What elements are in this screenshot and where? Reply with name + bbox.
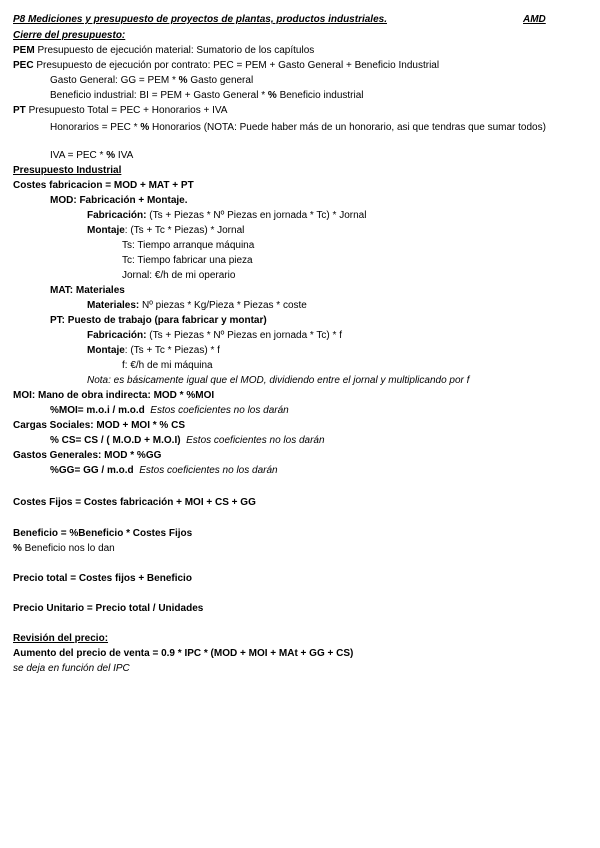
mod-fab-text: (Ts + Piezas * Nº Piezas en jornada * Tc) * Jornal [146, 210, 367, 221]
mod-heading [50, 195, 188, 207]
pt-fabricacion-line [87, 330, 342, 342]
pem-abbr: PEM [13, 45, 35, 56]
tc-definition: Tc: Tiempo fabricar una pieza [122, 255, 253, 266]
moi-formula-line [50, 405, 289, 417]
precio-unitario-text: Precio Unitario = Precio total / Unidades [13, 603, 204, 614]
gg-note: Estos coeficientes no los darán [139, 465, 278, 476]
beneficio-text: Beneficio = %Beneficio * Costes Fijos [13, 528, 193, 539]
bi-pct: % [267, 90, 277, 101]
iva-pct: % [106, 150, 116, 161]
section-heading-industrial [13, 165, 121, 177]
pec-text: Presupuesto de ejecución por contrato: PEC = PEM + Gasto General + Beneficio Industrial [36, 60, 440, 71]
mat-heading-text: MAT: Materiales [50, 285, 125, 296]
pt-mont-label: Montaje [87, 345, 125, 356]
honorarios-line [50, 120, 585, 135]
pem-line [13, 45, 314, 57]
revision-note-text: se deja en función del IPC [13, 663, 130, 674]
hon-pct: % [140, 122, 150, 133]
mod-heading-text: MOD: Fabricación + Montaje. [50, 195, 188, 206]
revision-formula-text: Aumento del precio de venta = 0.9 * IPC * (MOD + MOI + MAt + GG + CS) [13, 648, 354, 659]
pt-line [13, 105, 227, 117]
gg-text-a: Gasto General: GG = PEM * [50, 75, 179, 86]
beneficio-pct: % [13, 543, 22, 554]
mod-mont-label: Montaje [87, 225, 125, 236]
bi-text-b: Beneficio industrial [276, 90, 364, 101]
cs-heading-text: Cargas Sociales: MOD + MOI * % CS [13, 420, 185, 431]
precio-total-text: Precio total = Costes fijos + Beneficio [13, 573, 192, 584]
author-initials: AMD [523, 14, 546, 25]
moi-heading-text: MOI: Mano de obra indirecta: MOD * %MOI [13, 390, 215, 401]
cs-note: Estos coeficientes no los darán [186, 435, 325, 446]
industrial-heading-text: Presupuesto Industrial [13, 165, 122, 176]
revision-formula-line [13, 648, 353, 660]
gg-formula-line [50, 465, 278, 477]
bi-text-a: Beneficio industrial: BI = PEM + Gasto General * [50, 90, 268, 101]
gg-heading-text: Gastos Generales: MOD * %GG [13, 450, 162, 461]
revision-heading-text: Revisión del precio: [13, 633, 109, 644]
costes-fijos-text: Costes Fijos = Costes fabricación + MOI + CS + GG [13, 497, 256, 508]
costes-fabricacion-text: Costes fabricacion = MOD + MAT + PT [13, 180, 194, 191]
pt-fab-text: (Ts + Piezas * Nº Piezas en jornada * Tc) * f [146, 330, 342, 341]
section-heading-revision [13, 633, 108, 645]
iva-line [50, 150, 133, 162]
cs-heading [13, 420, 185, 432]
moi-heading [13, 390, 214, 402]
mod-mont-text: : (Ts + Tc * Piezas) * Jornal [124, 225, 245, 236]
costes-fabricacion-line [13, 180, 194, 192]
revision-note-line [13, 663, 130, 675]
hon-text-b: Honorarios (NOTA: Puede haber más de un honorario, asi que tendras que sumar todos) [149, 122, 546, 133]
cs-formula: % CS= CS / ( M.O.D + M.O.I) [50, 435, 181, 446]
pt-text: Presupuesto Total = PEC + Honorarios + IVA [28, 105, 228, 116]
mat-heading [50, 285, 125, 297]
pt-abbr: PT [13, 105, 26, 116]
iva-text-a: IVA = PEC * [50, 150, 107, 161]
ts-definition: Ts: Tiempo arranque máquina [122, 240, 255, 251]
section-heading-cierre: Cierre del presupuesto: [13, 30, 126, 41]
moi-note: Estos coeficientes no los darán [150, 405, 289, 416]
pt-fab-label: Fabricación: [87, 330, 147, 341]
hon-text-a: Honorarios = PEC * [50, 122, 141, 133]
pt-heading-text: PT: Puesto de trabajo (para fabricar y montar) [50, 315, 267, 326]
nota-line [87, 375, 469, 387]
precio-total-line [13, 573, 192, 585]
document-title: P8 Mediciones y presupuesto de proyectos de plantas, productos industriales. [13, 14, 387, 25]
mod-fabricacion-line [87, 210, 366, 222]
gg-heading [13, 450, 161, 462]
nota-text: Nota: es básicamente igual que el MOD, dividiendo entre el jornal y multiplicando por f [87, 375, 470, 386]
gasto-general-line [50, 75, 253, 87]
mod-montaje-line [87, 225, 244, 237]
costes-fijos-line [13, 497, 256, 509]
pem-text: Presupuesto de ejecución material: Sumatorio de los capítulos [37, 45, 315, 56]
pec-abbr: PEC [13, 60, 34, 71]
pt-montaje-line [87, 345, 220, 357]
mat-text: Nº piezas * Kg/Pieza * Piezas * coste [139, 300, 307, 311]
gg-pct: % [178, 75, 188, 86]
beneficio-note-line [13, 543, 115, 555]
pt-mont-text: : (Ts + Tc * Piezas) * f [124, 345, 220, 356]
beneficio-line [13, 528, 192, 540]
precio-unitario-line [13, 603, 203, 615]
moi-formula: %MOI= m.o.i / m.o.d [50, 405, 145, 416]
mat-label: Materiales: [87, 300, 140, 311]
beneficio-note: Beneficio nos lo dan [21, 543, 115, 554]
gg-text-b: Gasto general [187, 75, 254, 86]
jornal-definition: Jornal: €/h de mi operario [122, 270, 236, 281]
materiales-line [87, 300, 307, 312]
cs-formula-line [50, 435, 325, 447]
f-definition: f: €/h de mi máquina [122, 360, 213, 371]
beneficio-industrial-line [50, 90, 364, 102]
iva-text-b: IVA [115, 150, 134, 161]
gg-formula: %GG= GG / m.o.d [50, 465, 134, 476]
pec-line [13, 60, 439, 72]
pt-heading [50, 315, 267, 327]
mod-fab-label: Fabricación: [87, 210, 147, 221]
